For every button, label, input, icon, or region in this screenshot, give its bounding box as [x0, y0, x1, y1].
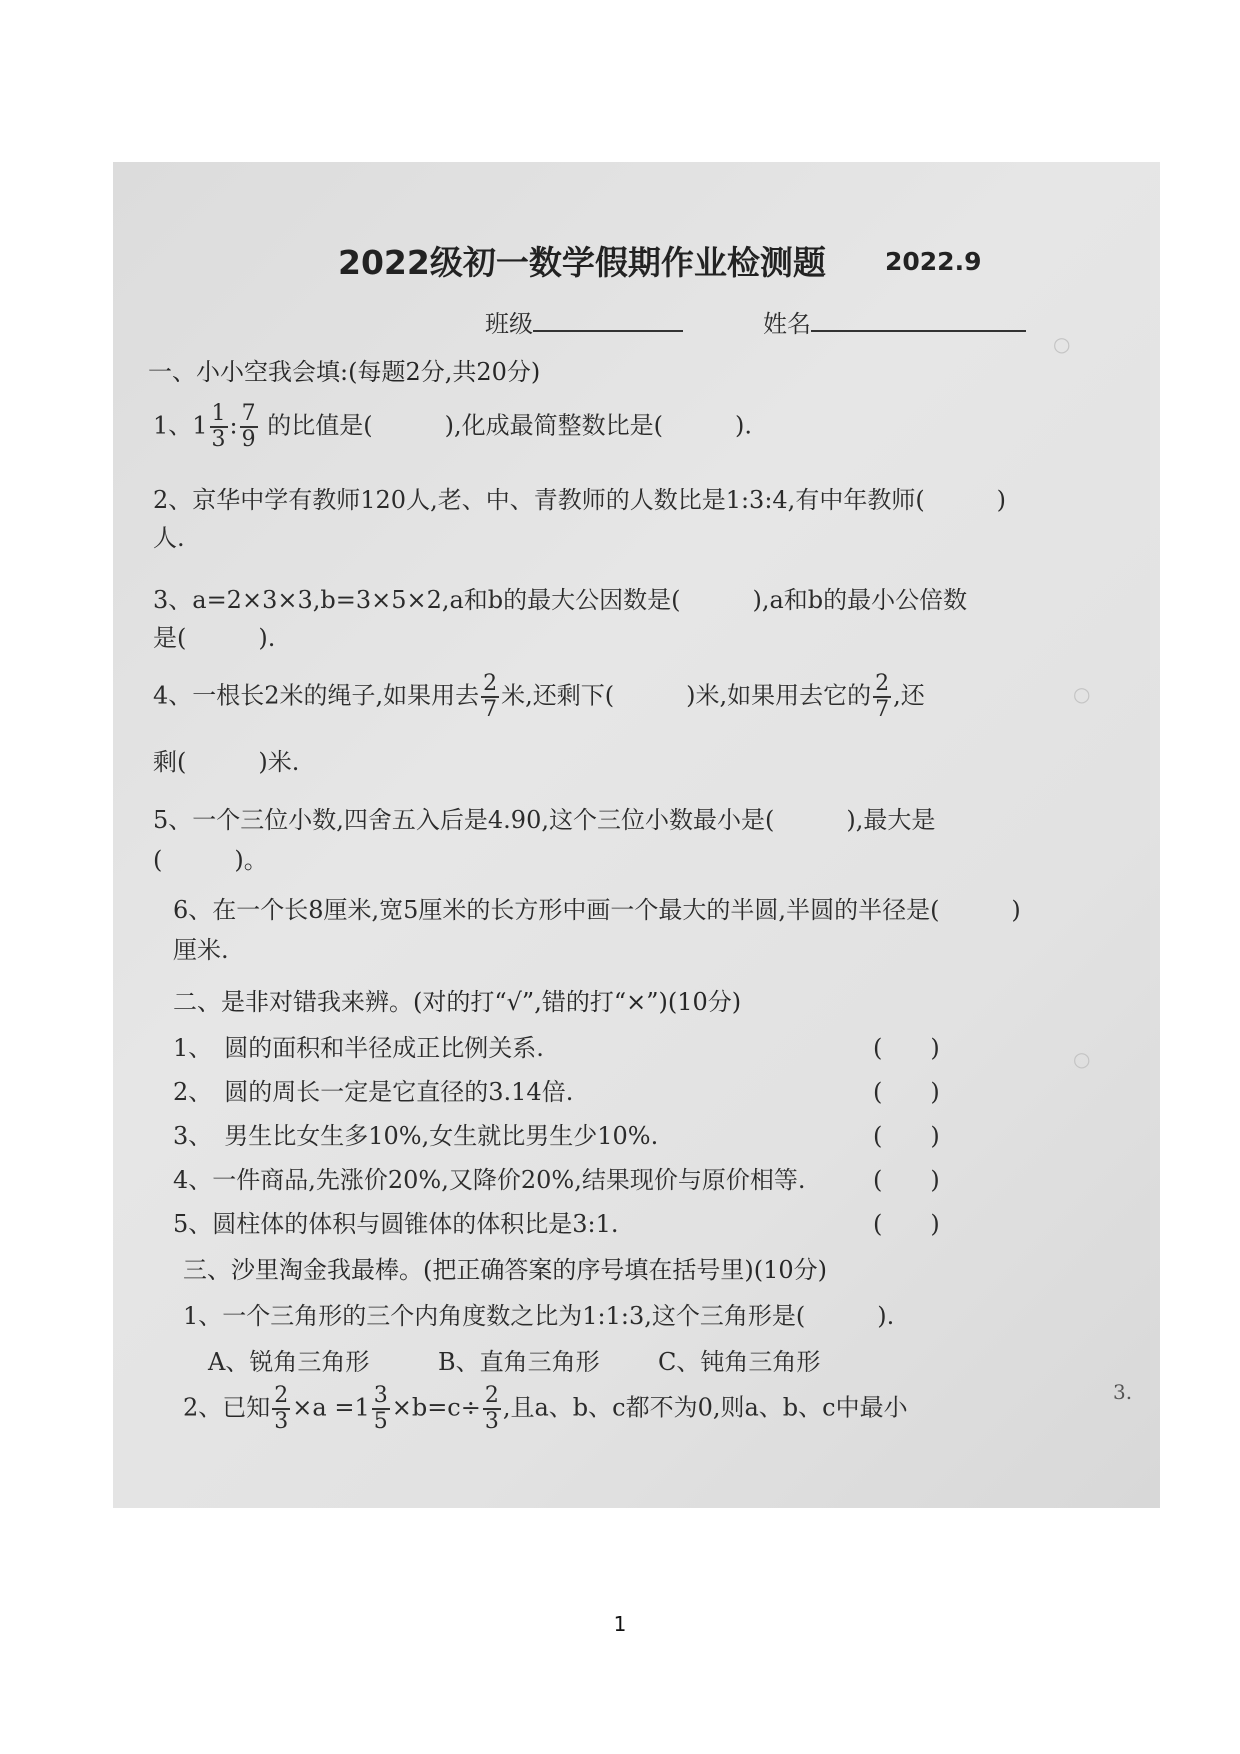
s3-question-1: 1、一个三角形的三个内角度数之比为1:1:3,这个三角形是( ). — [183, 1302, 895, 1330]
margin-number: 3. — [1113, 1380, 1133, 1404]
s1-question-6-line1: 6、在一个长8厘米,宽5厘米的长方形中画一个最大的半圆,半圆的半径是( ) — [173, 896, 1021, 924]
fraction-two-thirds: $\frac{2}{3}$ — [484, 1383, 499, 1434]
s2-item-bracket[interactable]: ( ) — [873, 1166, 940, 1194]
s3-question-2: 2、已知 $\frac{2}{3}$ ×a =1 $\frac{3}{5}$ ×b=c÷ $\frac{2}{3}$ ,且a、b、c都不为0,则a、b、c中最小 — [183, 1383, 908, 1434]
s3-q1-option-a[interactable]: A、锐角三角形 — [208, 1348, 370, 1376]
fraction-seven-ninths: $\frac{7}{9}$ — [241, 401, 256, 452]
s1-question-4-line1: 4、一根长2米的绳子,如果用去 $\frac{2}{7}$ 米,还剩下( )米,如果用去它的 $\frac{2}{7}$ ,还 — [153, 671, 925, 722]
s2-item-bracket[interactable]: ( ) — [873, 1122, 940, 1150]
s1-question-2-line1: 2、京华中学有教师120人,老、中、青教师的人数比是1:3:4,有中年教师( ) — [153, 486, 1007, 514]
s2-item-text: 4、一件商品,先涨价20%,又降价20%,结果现价与原价相等. — [173, 1166, 806, 1194]
scanned-exam-photo — [113, 162, 1160, 1508]
bleed-through-mark: ○ — [1073, 1047, 1091, 1071]
class-blank[interactable] — [533, 308, 683, 332]
section3-heading: 三、沙里淘金我最棒。(把正确答案的序号填在括号里)(10分) — [183, 1256, 827, 1284]
s1-question-5-line2: ( )。 — [153, 846, 268, 874]
page-number: 1 — [613, 1612, 627, 1636]
fraction-two-thirds: $\frac{2}{3}$ — [274, 1383, 289, 1434]
fraction-two-sevenths: $\frac{2}{7}$ — [875, 671, 890, 722]
s3-q1-option-b[interactable]: B、直角三角形 — [438, 1348, 600, 1376]
s1-question-5-line1: 5、一个三位小数,四舍五入后是4.90,这个三位小数最小是( ),最大是 — [153, 806, 936, 834]
s1-question-4-line2: 剩( )米. — [153, 748, 300, 776]
s2-item-bracket[interactable]: ( ) — [873, 1078, 940, 1106]
name-blank[interactable] — [811, 308, 1026, 332]
fraction-two-sevenths: $\frac{2}{7}$ — [483, 671, 498, 722]
bleed-through-mark: ○ — [1053, 332, 1071, 356]
s3-q1-option-c[interactable]: C、钝角三角形 — [658, 1348, 821, 1376]
class-label: 班级 — [485, 310, 533, 338]
class-field — [485, 304, 683, 339]
s2-item-text: 2、 圆的周长一定是它直径的3.14倍. — [173, 1078, 574, 1106]
s2-item-text: 5、圆柱体的体积与圆锥体的体积比是3:1. — [173, 1210, 619, 1238]
s2-item-bracket[interactable]: ( ) — [873, 1034, 940, 1062]
s1-question-2-line2: 人. — [153, 524, 185, 552]
exam-date: 2022.9 — [885, 247, 982, 276]
bleed-through-mark: ○ — [1073, 682, 1091, 706]
fraction-three-fifths: $\frac{3}{5}$ — [373, 1383, 388, 1434]
section1-heading: 一、小小空我会填:(每题2分,共20分) — [148, 358, 541, 386]
name-label: 姓名 — [763, 310, 811, 338]
fraction-one-third: $\frac{1}{3}$ — [211, 401, 226, 452]
s1-question-6-line2: 厘米. — [173, 936, 229, 964]
s1-question-1: 1、1 $\frac{1}{3}$ : $\frac{7}{9}$ 的比值是( ),化成最简整数比是( ). — [153, 401, 752, 452]
exam-title: 2022级初一数学假期作业检测题 — [338, 243, 826, 282]
name-field — [763, 304, 1026, 339]
s2-item-text: 1、 圆的面积和半径成正比例关系. — [173, 1034, 544, 1062]
s2-item-text: 3、 男生比女生多10%,女生就比男生少10%. — [173, 1122, 659, 1150]
s1-question-3-line1: 3、a=2×3×3,b=3×5×2,a和b的最大公因数是( ),a和b的最小公倍数 — [153, 586, 968, 614]
s1-question-3-line2: 是( ). — [153, 624, 276, 652]
s2-item-bracket[interactable]: ( ) — [873, 1210, 940, 1238]
section2-heading: 二、是非对错我来辨。(对的打“√”,错的打“×”)(10分) — [173, 988, 742, 1016]
